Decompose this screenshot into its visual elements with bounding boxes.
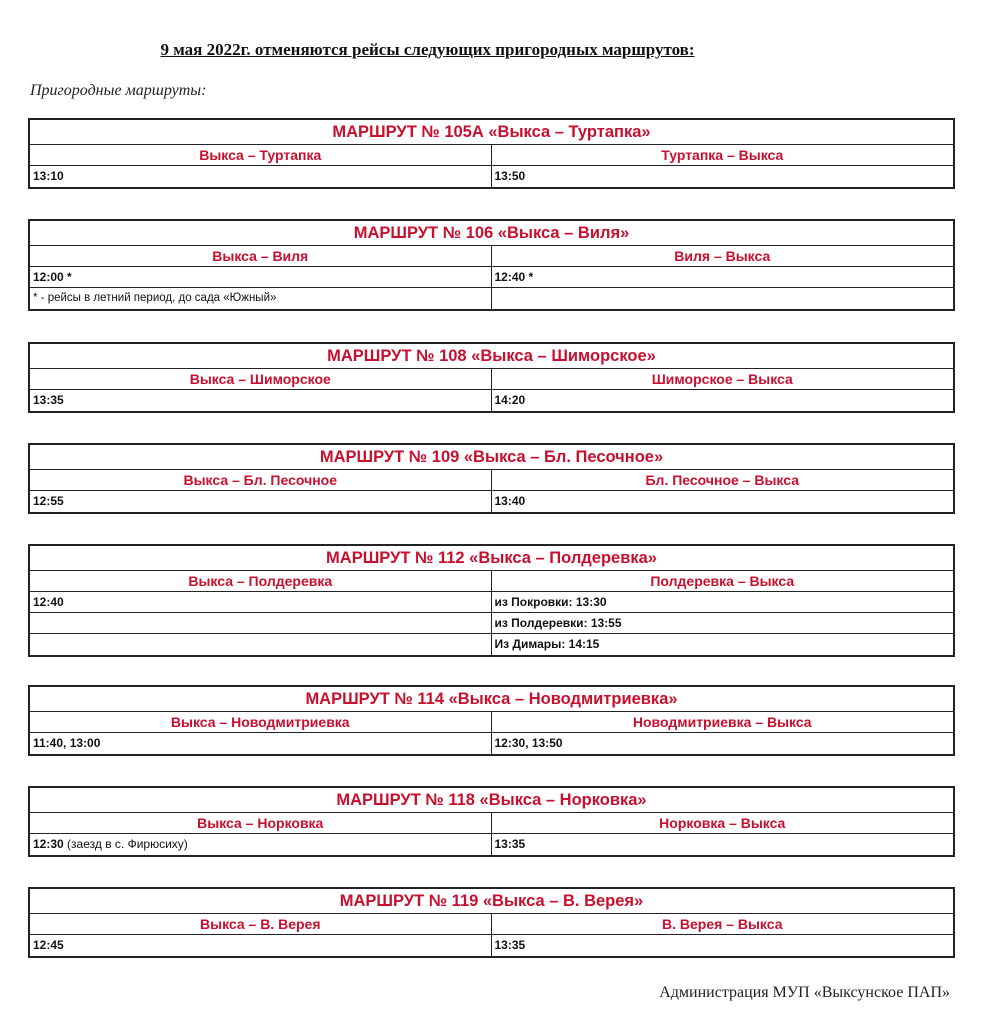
direction-outbound: Выкса – Туртапка (30, 145, 492, 165)
table-row (30, 935, 953, 956)
table-row (30, 634, 953, 655)
section-subtitle: Пригородные маршруты: (30, 82, 207, 99)
return-time: 13:35 (494, 938, 526, 952)
direction-outbound: Выкса – В. Верея (30, 914, 492, 934)
route-title: МАРШРУТ № 106 «Выкса – Виля» (30, 221, 953, 246)
route-title: МАРШРУТ № 105А «Выкса – Туртапка» (30, 120, 953, 145)
departure-time: 12:55 (30, 491, 492, 512)
departure-time: 12:45 (30, 935, 492, 956)
table-row (30, 733, 953, 754)
empty-cell (492, 288, 954, 309)
direction-return: Туртапка – Выкса (661, 147, 784, 163)
table-row (30, 390, 953, 411)
direction-outbound: Выкса – Шиморское (30, 369, 492, 389)
direction-row (30, 712, 953, 733)
departure-time: 13:35 (30, 390, 492, 411)
table-row (30, 491, 953, 512)
direction-outbound: Выкса – Бл. Песочное (30, 470, 492, 490)
return-time: 13:40 (494, 494, 526, 508)
route-table-114 (28, 685, 955, 756)
return-time: 12:30, 13:50 (494, 736, 563, 750)
direction-return: В. Верея – Выкса (662, 916, 783, 932)
table-row (30, 288, 953, 309)
direction-row (30, 813, 953, 834)
route-title: МАРШРУТ № 109 «Выкса – Бл. Песочное» (30, 445, 953, 470)
route-table-118 (28, 786, 955, 857)
table-row (30, 267, 953, 288)
departure-time: 12:40 (30, 592, 492, 612)
direction-row (30, 571, 953, 592)
return-time: 13:50 (494, 169, 526, 183)
departure-time: 12:00 * (30, 267, 492, 287)
route-title: МАРШРУТ № 118 «Выкса – Норковка» (30, 788, 953, 813)
direction-row (30, 145, 953, 166)
route-table-106 (28, 219, 955, 311)
route-title: МАРШРУТ № 119 «Выкса – В. Верея» (30, 889, 953, 914)
direction-outbound: Выкса – Полдеревка (30, 571, 492, 591)
direction-return: Полдеревка – Выкса (650, 573, 795, 589)
departure-time: 13:10 (30, 166, 492, 187)
route-table-119 (28, 887, 955, 958)
signature: Администрация МУП «Выксунское ПАП» (659, 984, 950, 1001)
departure-time: 11:40, 13:00 (30, 733, 492, 754)
route-title: МАРШРУТ № 114 «Выкса – Новодмитриевка» (30, 687, 953, 712)
route-table-105a (28, 118, 955, 189)
route-note: (заезд в с. Фирюсиху) (67, 837, 188, 851)
footnote: * - рейсы в летний период, до сада «Южный» (30, 288, 492, 309)
route-title: МАРШРУТ № 112 «Выкса – Полдеревка» (30, 546, 953, 571)
route-table-108 (28, 342, 955, 413)
route-title: МАРШРУТ № 108 «Выкса – Шиморское» (30, 344, 953, 369)
return-time: Из Димары: 14:15 (494, 637, 600, 651)
table-row (30, 592, 953, 613)
direction-return: Норковка – Выкса (659, 815, 786, 831)
direction-return: Новодмитриевка – Выкса (632, 714, 812, 730)
direction-row (30, 369, 953, 390)
page-title: 9 мая 2022г. отменяются рейсы следующих пригородных маршрутов: (160, 40, 695, 59)
return-time: из Покровки: 13:30 (494, 595, 607, 609)
direction-return: Бл. Песочное – Выкса (645, 472, 799, 488)
return-time: из Полдеревки: 13:55 (494, 616, 622, 630)
direction-outbound: Выкса – Новодмитриевка (30, 712, 492, 732)
departure-time: 12:30 (33, 837, 64, 851)
direction-row (30, 470, 953, 491)
direction-row (30, 246, 953, 267)
return-time: 14:20 (494, 393, 526, 407)
empty-cell (30, 613, 492, 633)
departure-time-cell (30, 834, 492, 855)
direction-outbound: Выкса – Виля (30, 246, 492, 266)
route-table-112 (28, 544, 955, 657)
table-row (30, 834, 953, 855)
table-row (30, 613, 953, 634)
empty-cell (30, 634, 492, 655)
direction-return: Виля – Выкса (674, 248, 771, 264)
direction-outbound: Выкса – Норковка (30, 813, 492, 833)
return-time: 12:40 * (494, 270, 534, 284)
table-row (30, 166, 953, 187)
direction-row (30, 914, 953, 935)
route-table-109 (28, 443, 955, 514)
return-time: 13:35 (494, 837, 526, 851)
direction-return: Шиморское – Выкса (651, 371, 793, 387)
